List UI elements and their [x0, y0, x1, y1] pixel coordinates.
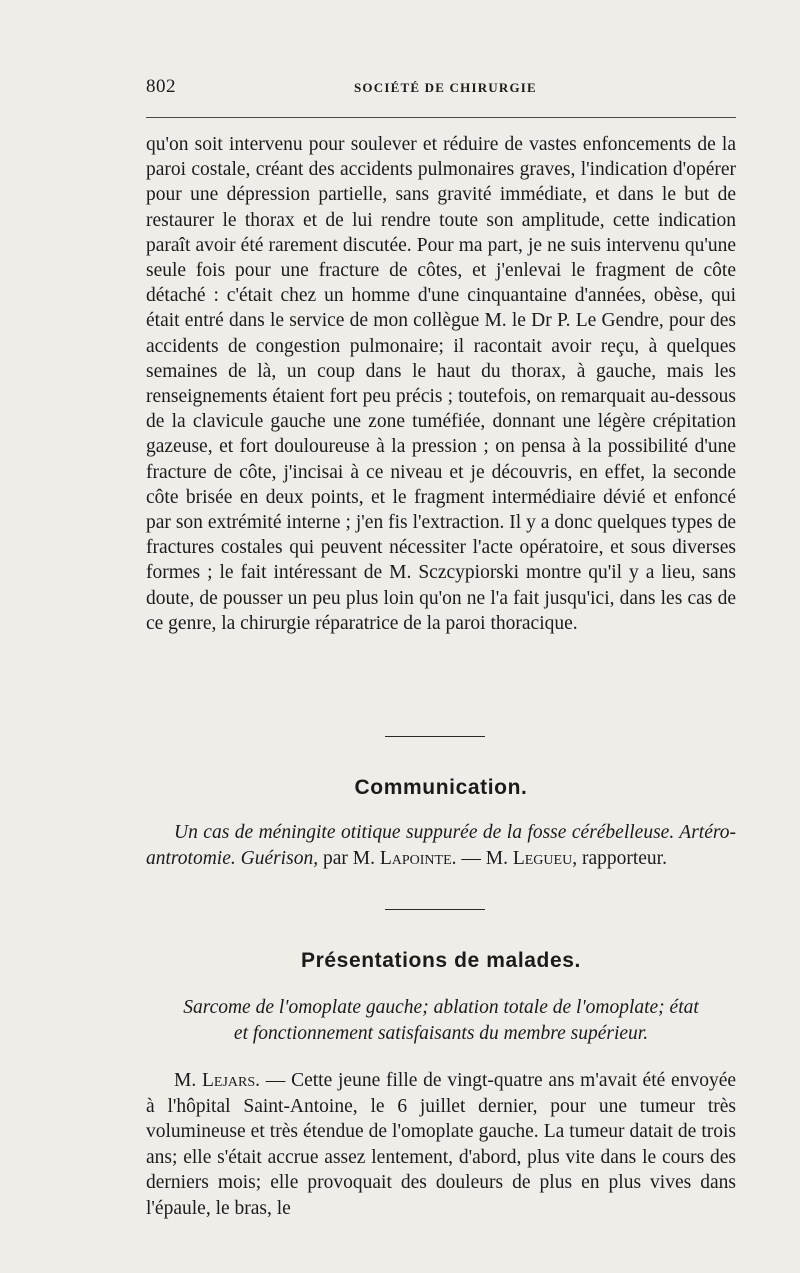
running-title: SOCIÉTÉ DE CHIRURGIE: [354, 80, 537, 95]
page-header: [146, 76, 736, 100]
communication-title: Un cas de méningite otitique suppurée de la fosse cérébelleuse. Artéro-antrotomie. Guérison,: [146, 822, 736, 869]
section-divider: [385, 909, 485, 910]
page-number: 802: [146, 76, 176, 97]
case-title-line-1: Sarcome de l'omoplate gauche; ablation totale de l'omoplate; état: [183, 997, 699, 1018]
case-title: [146, 995, 736, 1046]
communication-par: par M.: [322, 847, 375, 869]
main-text: [146, 132, 736, 636]
communication-author: Lapointe.: [379, 847, 457, 869]
communication-abstract: [146, 820, 736, 871]
case-paragraph: — Cette jeune fille de vingt-quatre ans m'avait été envoyée à l'hôpital Saint-Antoine, le 6 juillet dernier, pour une tumeur très volumineuse et très étendue de l'omoplate gauche. La tumeur datait de trois ans; elle s'était accrue assez lentement, d'abord, plus vite dans le cours des derniers mois; elle provoquait des douleurs de plus en plus vives dans l'épaule, le bras, le: [146, 1070, 737, 1219]
communication-reporter: Legueu,: [512, 847, 578, 869]
body-paragraph: qu'on soit intervenu pour soulever et réduire de vastes enfoncements de la paroi costale, créant des accidents pulmonaires graves, l'indication d'opérer pour une dépression partielle, sans gravité immédiate, et dans le but de restaurer le thorax et de lui rendre toute son amplitude, cette indication paraît avoir été rarement discutée. Pour ma part, je ne suis intervenu qu'une seule fois pour une fracture de côtes, et j'enlevai le fragment de côte détaché : c'était chez un homme d'une cinquantaine d'années, obèse, qui était entré dans le service de mon collègue M. le Dr P. Le Gendre, pour des accidents de congestion pulmonaire; il racontait avoir reçu, à quelques semaines de là, un coup dans le haut du thorax, à gauche, mais les renseignements étaient fort peu précis ; toutefois, on remarquait au-dessous de la clavicule gauche une zone tuméfiée, donnant une légère crépitation gazeuse, et fort douloureuse à la pression ; on pensa à la possibilité d'une fracture de côte, j'incisai à ce niveau et je découvris, en effet, la seconde côte brisée en deux points, et le fragment intermédiaire dévié et enfoncé par son extrémité interne ; j'en fis l'extraction. Il y a donc quelques types de fractures costales qui peuvent nécessiter l'acte opératoire, et sous diverses formes ; le fait intéressant de M. Sczcypiorski montre qu'il y a lieu, sans doute, de pousser un peu plus loin qu'on ne l'a fait jusqu'ici, dans les cas de ce genre, la chirurgie réparatrice de la paroi thoracique.: [146, 134, 736, 634]
case-speaker: M. Lejars.: [174, 1070, 261, 1091]
communication-heading: Communication.: [354, 776, 528, 799]
case-text: [146, 1068, 736, 1221]
header-rule: [146, 117, 736, 118]
communication-dash: — M.: [461, 847, 508, 869]
case-title-line-2: et fonctionnement satisfaisants du membre supérieur.: [233, 1022, 649, 1044]
communication-reporter-role: rapporteur.: [581, 847, 667, 869]
presentations-heading: Présentations de malades.: [301, 949, 581, 972]
section-divider: [385, 736, 485, 737]
